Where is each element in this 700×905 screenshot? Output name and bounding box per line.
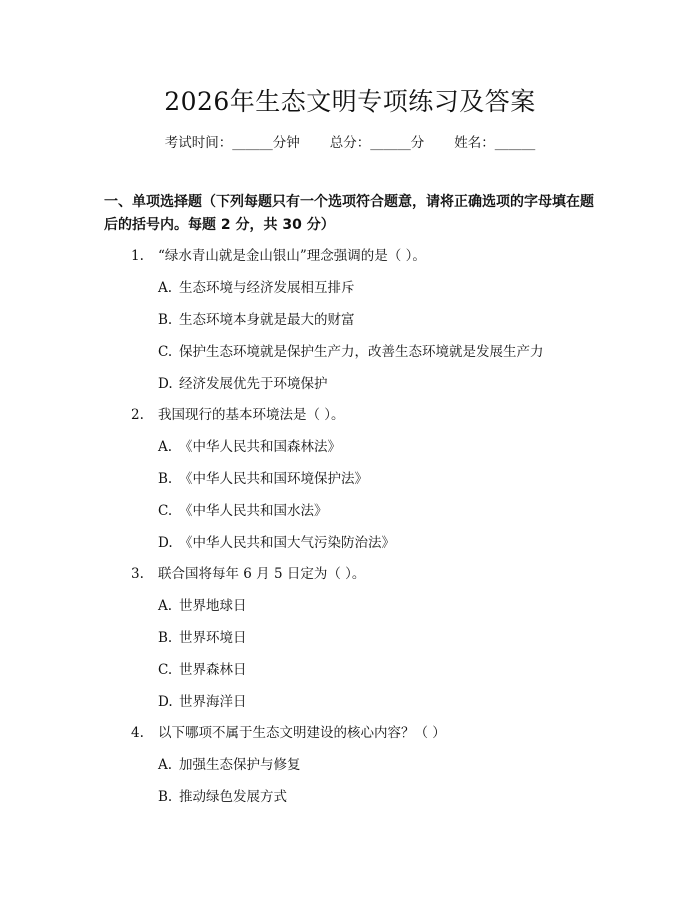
option-letter: B. bbox=[158, 630, 173, 646]
question-text: “绿水青山就是金山银山”理念强调的是（ ）。 bbox=[158, 248, 426, 264]
option-text: 推动绿色发展方式 bbox=[179, 789, 287, 805]
question-text: 我国现行的基本环境法是（ ）。 bbox=[158, 407, 345, 423]
option-text: 经济发展优先于环境保护 bbox=[179, 376, 328, 392]
question-4-option-a bbox=[158, 753, 301, 773]
question-3-option-c bbox=[158, 658, 247, 678]
question-number: 3. bbox=[131, 566, 144, 582]
option-text: 加强生态保护与修复 bbox=[179, 757, 301, 773]
exam-info-line bbox=[0, 131, 700, 151]
question-3-option-b bbox=[158, 626, 247, 646]
option-letter: B. bbox=[158, 471, 173, 487]
option-letter: B. bbox=[158, 312, 173, 328]
question-text: 联合国将每年 6 月 5 日定为（ ）。 bbox=[158, 566, 366, 582]
question-1-option-b bbox=[158, 308, 355, 328]
score-blank: ______ bbox=[370, 135, 411, 151]
question-1-option-a bbox=[158, 276, 355, 296]
question-4-option-b bbox=[158, 785, 287, 805]
time-unit: 分钟 bbox=[272, 135, 300, 151]
option-text: 《中华人民共和国水法》 bbox=[179, 503, 328, 519]
question-text: 以下哪项不属于生态文明建设的核心内容？（ ） bbox=[158, 725, 446, 741]
option-letter: B. bbox=[158, 789, 173, 805]
option-text: 《中华人民共和国环境保护法》 bbox=[179, 471, 368, 487]
question-2 bbox=[131, 403, 345, 423]
question-2-option-a bbox=[158, 435, 341, 455]
question-2-option-b bbox=[158, 467, 368, 487]
option-letter: A. bbox=[158, 280, 173, 296]
option-text: 生态环境本身就是最大的财富 bbox=[179, 312, 355, 328]
option-letter: A. bbox=[158, 598, 173, 614]
question-3 bbox=[131, 562, 365, 582]
option-text: 保护生态环境就是保护生产力，改善生态环境就是发展生产力 bbox=[179, 344, 544, 360]
option-letter: A. bbox=[158, 757, 173, 773]
question-number: 2. bbox=[131, 407, 144, 423]
time-blank: ______ bbox=[232, 135, 273, 151]
option-letter: C. bbox=[158, 662, 173, 678]
question-1 bbox=[131, 244, 426, 264]
question-1-option-d bbox=[158, 372, 328, 392]
question-1-option-c bbox=[158, 340, 544, 360]
name-label: 姓名： bbox=[454, 135, 495, 151]
question-3-option-a bbox=[158, 594, 247, 614]
name-blank: ______ bbox=[494, 135, 536, 151]
option-text: 世界海洋日 bbox=[179, 694, 247, 710]
option-letter: A. bbox=[158, 439, 173, 455]
score-label: 总分： bbox=[329, 135, 371, 151]
question-number: 1. bbox=[131, 248, 144, 264]
question-4 bbox=[131, 721, 446, 741]
option-text: 世界地球日 bbox=[179, 598, 247, 614]
time-label: 考试时间： bbox=[164, 135, 233, 151]
option-letter: D. bbox=[158, 694, 173, 710]
option-text: 生态环境与经济发展相互排斥 bbox=[179, 280, 355, 296]
question-2-option-d bbox=[158, 531, 395, 551]
option-text: 《中华人民共和国森林法》 bbox=[179, 439, 341, 455]
question-2-option-c bbox=[158, 499, 328, 519]
section-heading: 一、单项选择题（下列每题只有一个选项符合题意，请将正确选项的字母填在题后的括号内。每题 2 分，共 30 分） bbox=[104, 194, 594, 233]
option-text: 世界环境日 bbox=[179, 630, 247, 646]
option-letter: D. bbox=[158, 376, 173, 392]
option-letter: D. bbox=[158, 535, 173, 551]
option-text: 世界森林日 bbox=[179, 662, 247, 678]
document-title: 2026年生态文明专项练习及答案 bbox=[164, 87, 536, 116]
score-unit: 分 bbox=[410, 135, 425, 151]
option-text: 《中华人民共和国大气污染防治法》 bbox=[179, 535, 395, 551]
option-letter: C. bbox=[158, 503, 173, 519]
question-3-option-d bbox=[158, 690, 247, 710]
question-number: 4. bbox=[131, 725, 144, 741]
option-letter: C. bbox=[158, 344, 173, 360]
